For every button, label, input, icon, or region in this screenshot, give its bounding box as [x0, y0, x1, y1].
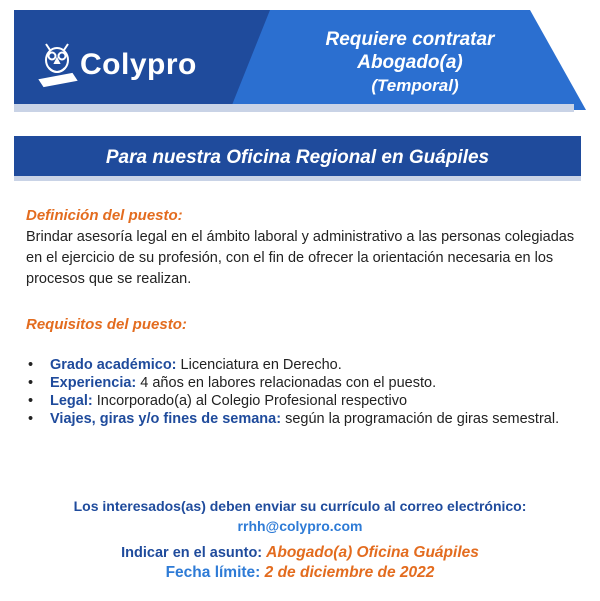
owl-icon: [36, 36, 78, 92]
requirement-text: según la programación de giras semestral.: [281, 411, 560, 427]
job-content: [26, 207, 576, 428]
deadline-label: Fecha límite:: [165, 564, 265, 581]
requirement-label: Experiencia:: [50, 375, 137, 391]
banner-shadow: [14, 176, 581, 181]
colypro-logo: [36, 36, 216, 92]
requirement-text: Incorporado(a) al Colegio Profesional respectivo: [92, 393, 408, 409]
requirement-label: Viajes, giras y/o fines de semana:: [50, 411, 282, 427]
job-title-line1: Requiere contratar: [325, 29, 495, 50]
list-item: [26, 374, 576, 392]
requirement-text: 4 años en labores relacionadas con el puesto.: [136, 375, 437, 391]
list-item: [26, 410, 576, 428]
email-subject: [0, 544, 600, 562]
contact-email[interactable]: rrhh@colypro.com: [237, 518, 363, 534]
apply-instructions: Los interesados(as) deben enviar su currículo al correo electrónico:: [73, 498, 527, 514]
list-item: [26, 356, 576, 374]
header-shadow: [14, 104, 574, 112]
brand-name: Colypro: [80, 48, 197, 81]
office-banner-text: Para nuestra Oficina Regional en Guápiles: [105, 147, 490, 168]
subject-value: Abogado(a) Oficina Guápiles: [266, 544, 479, 561]
deadline-value: 2 de diciembre de 2022: [264, 564, 435, 581]
requirement-label: Grado académico:: [50, 357, 177, 373]
definition-text: Brindar asesoría legal en el ámbito laboral y administrativo a las personas colegiadas en el ejercicio de su profesión, con el fin de ofrecer la orientación necesaria en los procesos que se realizan.: [26, 229, 575, 287]
requirements-title: Requisitos del puesto:: [26, 316, 187, 333]
header: [0, 0, 600, 118]
requirement-label: Legal:: [50, 393, 93, 409]
definition-title: Definición del puesto:: [26, 207, 183, 224]
requirement-text: Licenciatura en Derecho.: [176, 357, 342, 373]
requirements-list: [26, 356, 576, 428]
job-title: [290, 28, 530, 97]
deadline: [0, 564, 600, 582]
footer: [0, 498, 600, 582]
subject-label: Indicar en el asunto:: [121, 545, 267, 561]
list-item: [26, 392, 576, 410]
job-title-line3: (Temporal): [371, 76, 459, 95]
job-title-line2: Abogado(a): [357, 52, 463, 73]
